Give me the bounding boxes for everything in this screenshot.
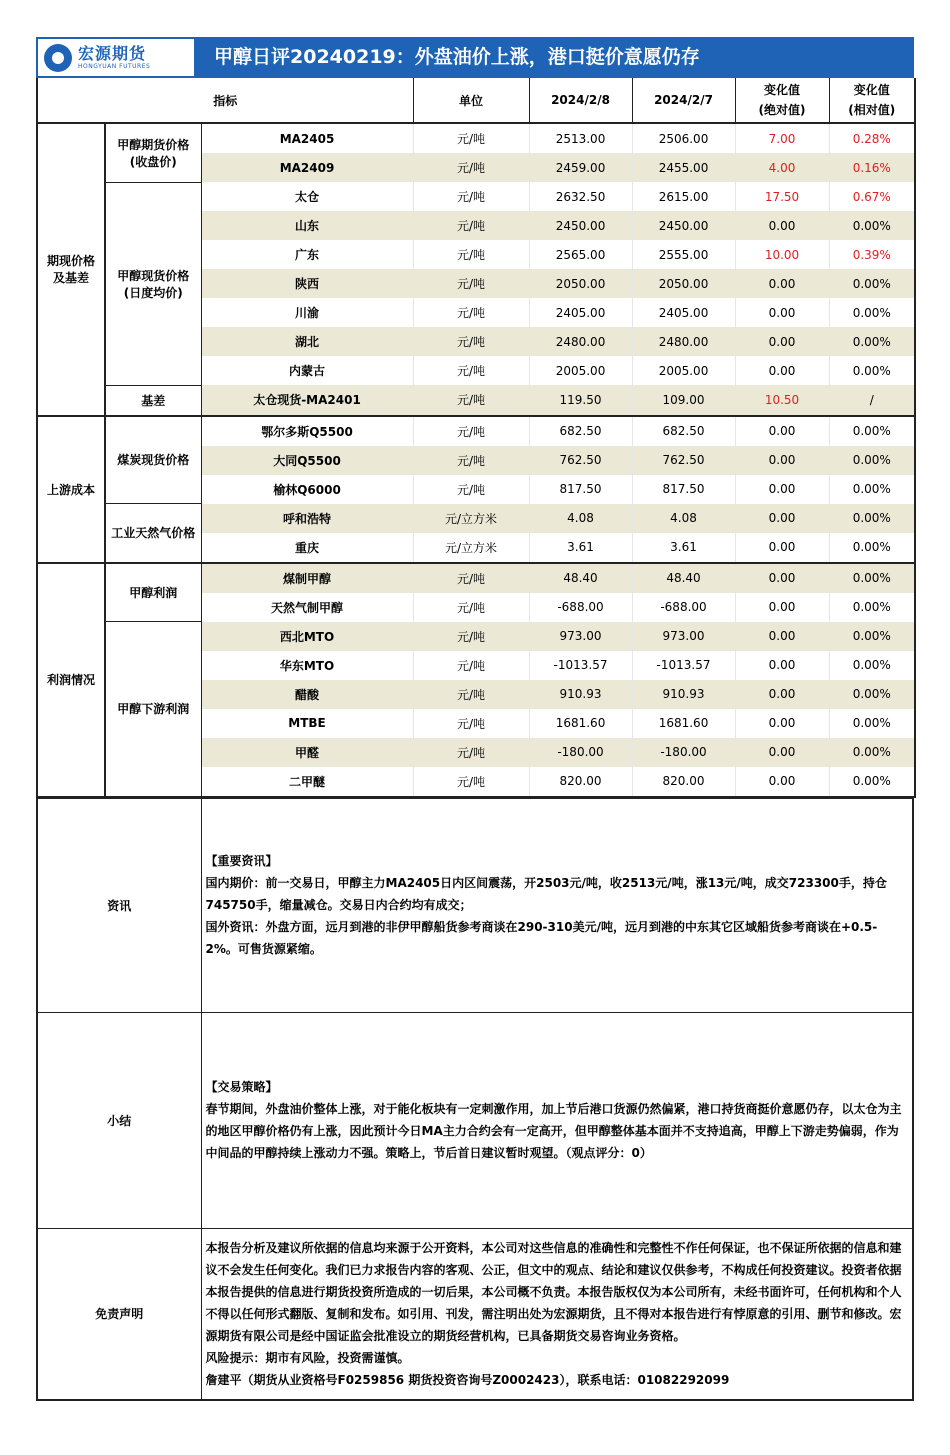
row-change-abs: 0.00: [735, 446, 829, 475]
row-value-date1: 2480.00: [529, 327, 632, 356]
row-change-rel: 0.00%: [829, 211, 915, 240]
row-value-date1: 119.50: [529, 385, 632, 416]
info-row: [37, 798, 913, 1012]
row-name: 煤制甲醇: [201, 563, 413, 593]
row-unit: 元/吨: [413, 211, 529, 240]
row-unit: 元/吨: [413, 563, 529, 593]
row-value-date1: 48.40: [529, 563, 632, 593]
disclaimer-row: [37, 1228, 913, 1400]
row-value-date1: 973.00: [529, 622, 632, 651]
row-change-abs: 17.50: [735, 182, 829, 211]
row-value-date1: 2632.50: [529, 182, 632, 211]
col-rel: 变化值 (相对值): [829, 78, 915, 123]
row-name: 西北MTO: [201, 622, 413, 651]
col-date1: 2024/2/8: [529, 78, 632, 123]
row-name: 内蒙古: [201, 356, 413, 385]
table-row: [37, 123, 915, 153]
subgroup-label: 工业天然气价格: [105, 504, 201, 563]
row-value-date2: -1013.57: [632, 651, 735, 680]
col-date2: 2024/2/7: [632, 78, 735, 123]
row-value-date1: 2450.00: [529, 211, 632, 240]
row-change-rel: 0.00%: [829, 563, 915, 593]
row-value-date2: 4.08: [632, 504, 735, 533]
row-name: 甲醛: [201, 738, 413, 767]
disclaimer-content: 本报告分析及建议所依据的信息均来源于公开资料，本公司对这些信息的准确性和完整性不作任何保证，也不保证所依据的信息和建议不会发生任何变化。我们已力求报告内容的客观、公正，但文中的观点、结论和建议仅供参考，不构成任何投资建议。投资者依据本报告提供的信息进行期货投资所造成的一切后果，本公司概不负责。本报告版权仅为本公司所有，未经书面许可，任何机构和个人不得以任何形式翻版、复制和发布。如引用、刊发，需注明出处为宏源期货，且不得对本报告进行有悖原意的引用、删节和修改。宏源期货有限公司是经中国证监会批准设立的期货经营机构，已具备期货交易咨询业务资格。 风险提示：期市有风险，投资需谨慎。 詹建平（期货从业资格号F0259856 期货投资咨询号Z0002423），联系电话：01082292099: [201, 1228, 913, 1400]
row-unit: 元/吨: [413, 593, 529, 622]
info-content: 【重要资讯】 国内期价：前一交易日，甲醇主力MA2405日内区间震荡，开2503元/吨，收2513元/吨，涨13元/吨，成交723300手，持仓745750手，缩量减仓。交易日内合约均有成交； 国外资讯：外盘方面，远月到港的非伊甲醇船货参考商谈在290-310美元/吨，远月到港的中东其它区域船货参考商谈在+0.5-2%。可售货源紧缩。: [201, 798, 913, 1012]
summary-label: 小结: [37, 1012, 201, 1228]
report-title: 甲醇日评20240219：外盘油价上涨，港口挺价意愿仍存: [214, 46, 700, 68]
row-change-abs: 0.00: [735, 416, 829, 446]
row-value-date2: 910.93: [632, 680, 735, 709]
row-value-date1: 2005.00: [529, 356, 632, 385]
row-name: 二甲醚: [201, 767, 413, 797]
row-unit: 元/吨: [413, 709, 529, 738]
row-change-abs: 0.00: [735, 269, 829, 298]
row-unit: 元/吨: [413, 240, 529, 269]
row-value-date1: 2513.00: [529, 123, 632, 153]
subgroup-label: 甲醇下游利润: [105, 622, 201, 797]
row-change-abs: 0.00: [735, 475, 829, 504]
row-value-date1: 2405.00: [529, 298, 632, 327]
row-change-abs: 0.00: [735, 563, 829, 593]
row-value-date2: 817.50: [632, 475, 735, 504]
row-name: 陕西: [201, 269, 413, 298]
row-unit: 元/吨: [413, 416, 529, 446]
row-value-date2: 820.00: [632, 767, 735, 797]
logo-name: 宏源期货: [78, 43, 147, 63]
row-unit: 元/吨: [413, 356, 529, 385]
row-change-rel: 0.00%: [829, 651, 915, 680]
row-change-rel: 0.00%: [829, 298, 915, 327]
row-unit: 元/吨: [413, 767, 529, 797]
row-change-rel: 0.00%: [829, 269, 915, 298]
row-name: 榆林Q6000: [201, 475, 413, 504]
row-value-date2: -688.00: [632, 593, 735, 622]
col-unit: 单位: [413, 78, 529, 123]
row-value-date1: -180.00: [529, 738, 632, 767]
row-unit: 元/吨: [413, 446, 529, 475]
row-change-rel: 0.28%: [829, 123, 915, 153]
row-unit: 元/吨: [413, 327, 529, 356]
row-name: 太仓现货-MA2401: [201, 385, 413, 416]
row-value-date2: 3.61: [632, 533, 735, 563]
row-name: MA2409: [201, 153, 413, 182]
row-change-rel: 0.00%: [829, 709, 915, 738]
row-value-date2: 1681.60: [632, 709, 735, 738]
row-unit: 元/立方米: [413, 504, 529, 533]
row-name: 呼和浩特: [201, 504, 413, 533]
row-value-date1: 3.61: [529, 533, 632, 563]
row-change-rel: 0.00%: [829, 593, 915, 622]
row-name: 太仓: [201, 182, 413, 211]
row-name: 川渝: [201, 298, 413, 327]
row-unit: 元/吨: [413, 738, 529, 767]
row-change-abs: 0.00: [735, 738, 829, 767]
table-row: [37, 182, 915, 211]
company-logo: [38, 39, 194, 76]
summary-row: [37, 1012, 913, 1228]
row-value-date1: 1681.60: [529, 709, 632, 738]
row-change-abs: 0.00: [735, 504, 829, 533]
table-row: [37, 563, 915, 593]
row-name: 广东: [201, 240, 413, 269]
table-row: [37, 385, 915, 416]
row-unit: 元/吨: [413, 475, 529, 504]
logo-icon: [44, 44, 72, 72]
row-name: MA2405: [201, 123, 413, 153]
row-change-rel: 0.00%: [829, 327, 915, 356]
report-sheet: [36, 37, 914, 1401]
row-change-abs: 10.00: [735, 240, 829, 269]
subgroup-label: 甲醇现货价格(日度均价): [105, 182, 201, 385]
row-value-date2: 2005.00: [632, 356, 735, 385]
row-value-date1: 762.50: [529, 446, 632, 475]
row-value-date1: 2565.00: [529, 240, 632, 269]
table-row: [37, 416, 915, 446]
row-value-date1: 820.00: [529, 767, 632, 797]
row-change-abs: 0.00: [735, 211, 829, 240]
row-unit: 元/吨: [413, 269, 529, 298]
row-name: 天然气制甲醇: [201, 593, 413, 622]
group-label: 利润情况: [37, 563, 105, 797]
row-change-abs: 0.00: [735, 651, 829, 680]
subgroup-label: 甲醇利润: [105, 563, 201, 622]
row-change-abs: 10.50: [735, 385, 829, 416]
row-change-rel: 0.00%: [829, 622, 915, 651]
subgroup-label: 基差: [105, 385, 201, 416]
row-change-rel: 0.00%: [829, 475, 915, 504]
row-value-date1: 4.08: [529, 504, 632, 533]
row-value-date1: 2050.00: [529, 269, 632, 298]
row-name: 鄂尔多斯Q5500: [201, 416, 413, 446]
row-value-date1: -1013.57: [529, 651, 632, 680]
row-change-rel: 0.00%: [829, 416, 915, 446]
row-unit: 元/吨: [413, 651, 529, 680]
row-change-abs: 0.00: [735, 680, 829, 709]
table-row: [37, 504, 915, 533]
row-unit: 元/吨: [413, 123, 529, 153]
row-change-abs: 7.00: [735, 123, 829, 153]
data-table: [36, 78, 916, 798]
row-change-rel: 0.00%: [829, 533, 915, 563]
row-unit: 元/吨: [413, 385, 529, 416]
row-value-date1: -688.00: [529, 593, 632, 622]
row-name: 山东: [201, 211, 413, 240]
row-change-abs: 0.00: [735, 533, 829, 563]
row-unit: 元/吨: [413, 298, 529, 327]
row-change-rel: 0.39%: [829, 240, 915, 269]
row-value-date2: 48.40: [632, 563, 735, 593]
row-change-abs: 0.00: [735, 593, 829, 622]
row-change-abs: 4.00: [735, 153, 829, 182]
info-label: 资讯: [37, 798, 201, 1012]
table-header-row: [37, 78, 915, 123]
row-change-rel: 0.16%: [829, 153, 915, 182]
row-value-date1: 2459.00: [529, 153, 632, 182]
row-name: MTBE: [201, 709, 413, 738]
row-unit: 元/吨: [413, 182, 529, 211]
subgroup-label: 甲醇期货价格(收盘价): [105, 123, 201, 182]
row-unit: 元/吨: [413, 153, 529, 182]
row-change-rel: 0.00%: [829, 738, 915, 767]
row-name: 湖北: [201, 327, 413, 356]
row-value-date2: 2615.00: [632, 182, 735, 211]
row-change-abs: 0.00: [735, 709, 829, 738]
row-value-date2: 2555.00: [632, 240, 735, 269]
row-value-date2: 2405.00: [632, 298, 735, 327]
row-value-date1: 682.50: [529, 416, 632, 446]
table-row: [37, 622, 915, 651]
subgroup-label: 煤炭现货价格: [105, 416, 201, 504]
row-change-rel: 0.00%: [829, 680, 915, 709]
row-value-date2: 2480.00: [632, 327, 735, 356]
row-change-abs: 0.00: [735, 622, 829, 651]
row-name: 重庆: [201, 533, 413, 563]
report-header: [36, 37, 914, 78]
row-change-abs: 0.00: [735, 767, 829, 797]
row-change-rel: 0.67%: [829, 182, 915, 211]
logo-english: HONGYUAN FUTURES: [78, 62, 151, 70]
row-change-rel: 0.00%: [829, 767, 915, 797]
row-unit: 元/吨: [413, 622, 529, 651]
row-value-date2: 2455.00: [632, 153, 735, 182]
row-change-rel: 0.00%: [829, 504, 915, 533]
row-value-date1: 910.93: [529, 680, 632, 709]
row-change-abs: 0.00: [735, 327, 829, 356]
row-value-date2: 762.50: [632, 446, 735, 475]
row-value-date2: 682.50: [632, 416, 735, 446]
row-change-rel: 0.00%: [829, 356, 915, 385]
row-name: 醋酸: [201, 680, 413, 709]
row-value-date2: 2450.00: [632, 211, 735, 240]
row-change-abs: 0.00: [735, 356, 829, 385]
group-label: 上游成本: [37, 416, 105, 563]
row-value-date2: -180.00: [632, 738, 735, 767]
group-label: 期现价格及基差: [37, 123, 105, 416]
col-abs: 变化值 (绝对值): [735, 78, 829, 123]
row-change-rel: 0.00%: [829, 446, 915, 475]
summary-content: 【交易策略】 春节期间，外盘油价整体上涨，对于能化板块有一定刺激作用，加上节后港口货源仍然偏紧，港口持货商挺价意愿仍存，以太仓为主的地区甲醇价格仍有上涨，因此预计今日MA主力合约会有一定高开，但甲醇整体基本面并不支持追高，甲醇上下游走势偏弱，作为中间品的甲醇持续上涨动力不强。策略上，节后首日建议暂时观望。（观点评分：0）: [201, 1012, 913, 1228]
row-value-date2: 973.00: [632, 622, 735, 651]
row-name: 华东MTO: [201, 651, 413, 680]
row-value-date2: 109.00: [632, 385, 735, 416]
row-unit: 元/立方米: [413, 533, 529, 563]
row-unit: 元/吨: [413, 680, 529, 709]
row-value-date2: 2506.00: [632, 123, 735, 153]
row-name: 大同Q5500: [201, 446, 413, 475]
disclaimer-label: 免责声明: [37, 1228, 201, 1400]
row-change-rel: /: [829, 385, 915, 416]
row-value-date2: 2050.00: [632, 269, 735, 298]
col-indicator: 指标: [37, 78, 413, 123]
text-table: [36, 798, 914, 1401]
row-value-date1: 817.50: [529, 475, 632, 504]
row-change-abs: 0.00: [735, 298, 829, 327]
